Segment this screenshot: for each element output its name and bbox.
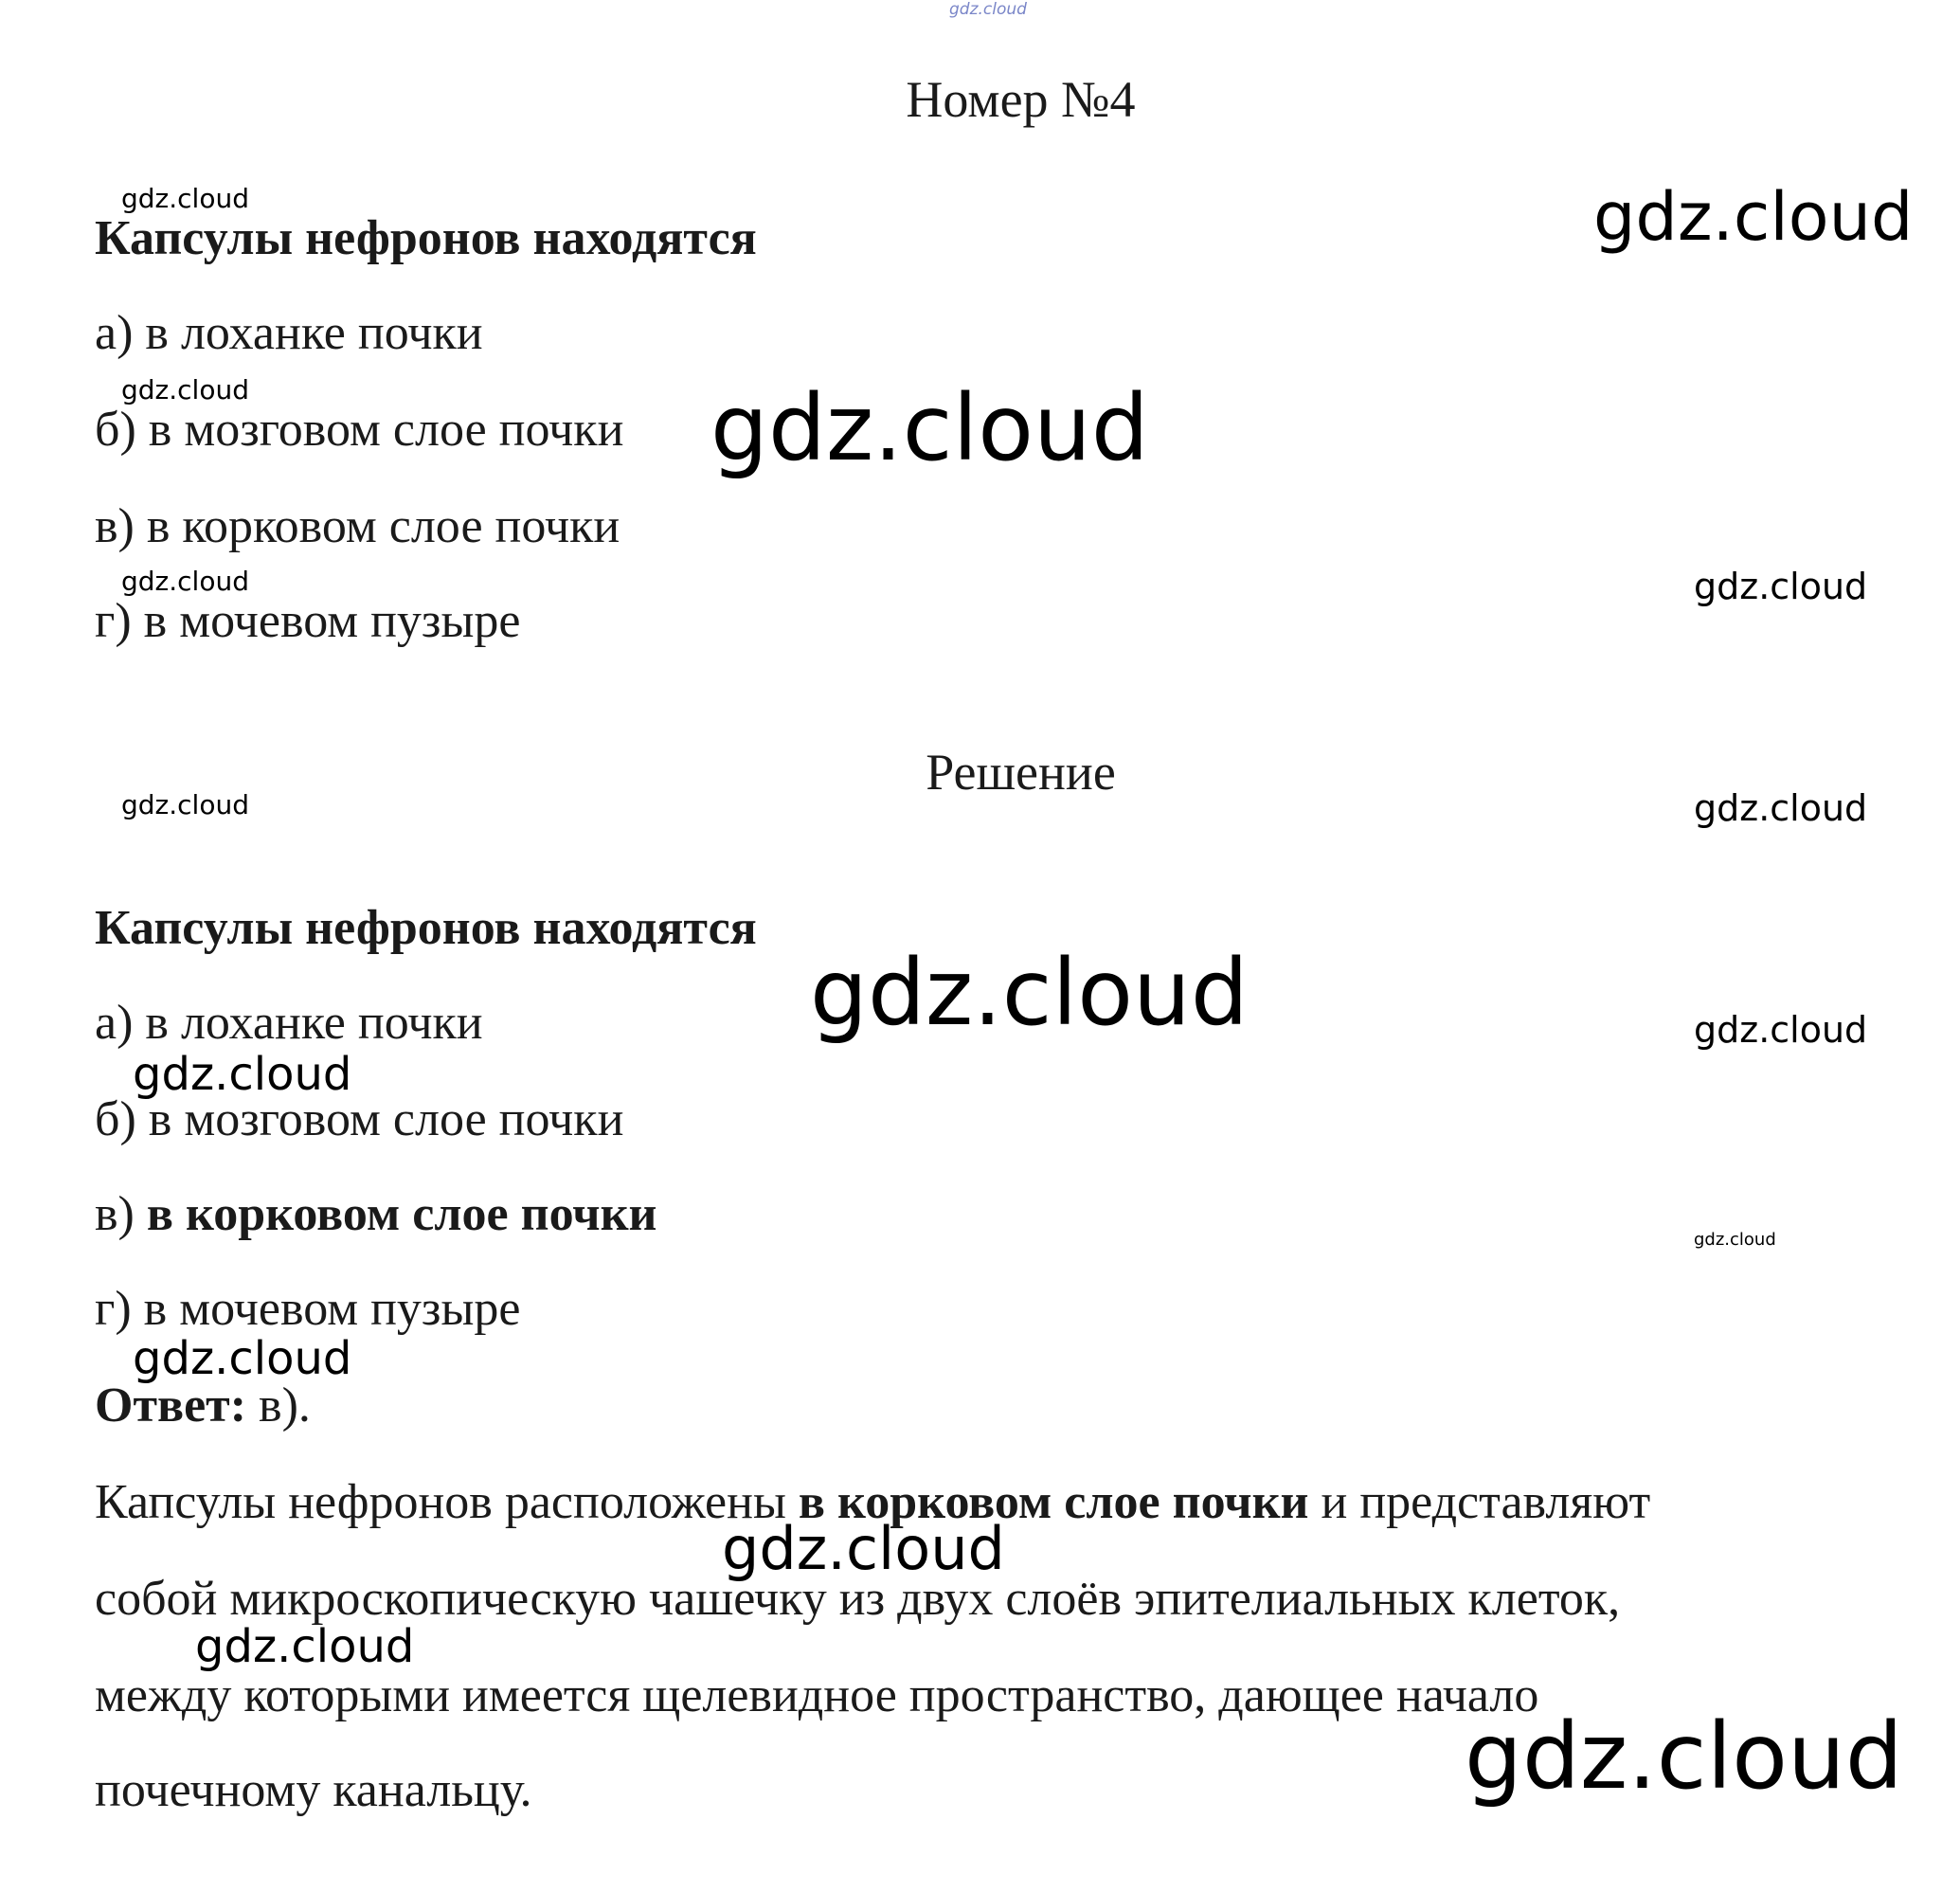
watermark: gdz.cloud (121, 374, 249, 405)
solution-option-c (95, 1187, 657, 1241)
watermark: gdz.cloud (195, 1620, 415, 1673)
watermark: gdz.cloud (1694, 566, 1868, 607)
solution-option-b: б) в мозговом слое почки (95, 1092, 624, 1146)
watermark: gdz.cloud (121, 789, 249, 820)
explanation-line-3: между которыми имеется щелевидное пространство, дающее начало (95, 1668, 1539, 1722)
watermark: gdz.cloud (1694, 787, 1868, 829)
explanation-bold: в корковом слое почки (798, 1475, 1309, 1529)
question-option-d: г) в мочевом пузыре (95, 594, 521, 648)
solution-option-c-correct: в корковом слое почки (146, 1187, 657, 1241)
watermark: gdz.cloud (1694, 1230, 1776, 1250)
watermark: gdz.cloud (121, 183, 249, 214)
question-text: Капсулы нефронов находятся (95, 211, 757, 265)
solution-option-d: г) в мочевом пузыре (95, 1282, 521, 1336)
watermark: gdz.cloud (121, 566, 249, 597)
question-option-a: а) в лоханке почки (95, 306, 483, 360)
answer-value: в). (246, 1378, 311, 1433)
watermark: gdz.cloud (810, 940, 1249, 1046)
solution-heading: Решение (926, 744, 1116, 801)
watermark: gdz.cloud (710, 375, 1149, 481)
watermark: gdz.cloud (133, 1048, 352, 1101)
explanation-text: и представляют (1308, 1475, 1651, 1529)
answer-line (95, 1378, 311, 1433)
solution-option-a: а) в лоханке почки (95, 996, 483, 1050)
question-option-b: б) в мозговом слое почки (95, 403, 624, 457)
solution-option-c-prefix: в) (95, 1187, 147, 1241)
answer-label: Ответ: (95, 1378, 247, 1433)
solution-question-text: Капсулы нефронов находятся (95, 901, 757, 955)
page-title: Номер №4 (906, 71, 1136, 128)
watermark: gdz.cloud (722, 1514, 1005, 1583)
explanation-line-2: собой микроскопическую чашечку из двух слоёв эпителиальных клеток, (95, 1572, 1621, 1626)
watermark: gdz.cloud (1465, 1703, 1903, 1810)
explanation-text: Капсулы нефронов расположены (95, 1475, 799, 1529)
watermark: gdz.cloud (949, 0, 1027, 19)
question-option-c: в) в корковом слое почки (95, 499, 620, 553)
watermark: gdz.cloud (133, 1332, 352, 1385)
watermark: gdz.cloud (1593, 178, 1914, 256)
explanation-line-4: почечному канальцу. (95, 1763, 532, 1817)
watermark: gdz.cloud (1694, 1009, 1868, 1051)
